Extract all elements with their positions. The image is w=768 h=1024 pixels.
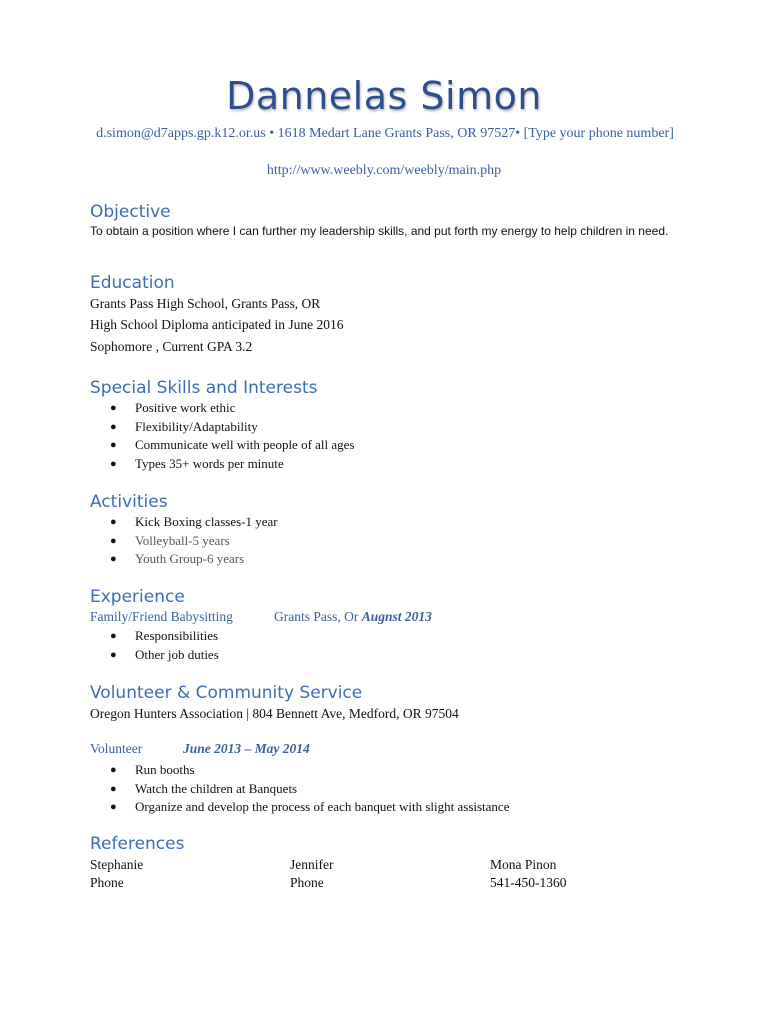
list-item: ● Watch the children at Banquets <box>108 780 509 799</box>
list-item: ● Volleyball-5 years <box>108 532 278 551</box>
education-line: High School Diploma anticipated in June 2016 <box>90 317 344 332</box>
bullet-dot-icon: ● <box>110 420 117 433</box>
volunteer-org: Oregon Hunters Association | 804 Bennett Ave, Medford, OR 97504 <box>90 706 459 721</box>
objective-text: To obtain a position where I can further my leadership skills, and put forth my energy to help children in need. <box>90 224 669 238</box>
activities-heading: Activities <box>90 492 168 512</box>
reference-name: Jennifer <box>290 857 334 872</box>
experience-date: Augnst 2013 <box>361 609 432 624</box>
reference-entry <box>90 856 143 892</box>
experience-location: Grants Pass, Or <box>274 609 362 624</box>
volunteer-list <box>108 761 509 817</box>
education-heading: Education <box>90 273 175 293</box>
education-line: Grants Pass High School, Grants Pass, OR <box>90 296 321 311</box>
bullet-dot-icon: ● <box>110 402 117 414</box>
website-link[interactable]: http://www.weebly.com/weebly/main.php <box>266 163 502 178</box>
bullet-dot-icon: ● <box>110 801 117 813</box>
experience-role: Family/Friend Babysitting <box>90 609 233 624</box>
bullet-dot-icon: ● <box>110 439 117 451</box>
bullet-dot-icon: ● <box>110 782 117 795</box>
list-item: ● Types 35+ words per minute <box>108 455 355 474</box>
experience-location-date <box>274 609 432 625</box>
volunteer-header <box>90 741 310 757</box>
experience-list <box>108 627 219 664</box>
bullet-dot-icon: ● <box>110 534 117 547</box>
contact-info: d.simon@d7apps.gp.k12.or.us • 1618 Medart Lane Grants Pass, OR 97527• [Type your phone number] <box>96 126 674 141</box>
volunteer-role: Volunteer <box>90 741 143 756</box>
volunteer-heading: Volunteer & Community Service <box>90 683 363 703</box>
reference-entry <box>490 856 567 892</box>
bullet-dot-icon: ● <box>110 764 117 776</box>
bullet-dot-icon: ● <box>110 553 117 565</box>
reference-contact: Phone <box>290 875 324 890</box>
resume-name: Dannelas Simon <box>226 74 542 118</box>
references-heading: References <box>90 834 185 854</box>
volunteer-date: June 2013 – May 2014 <box>183 741 310 756</box>
bullet-dot-icon: ● <box>110 630 117 642</box>
list-item: ● Run booths <box>108 761 509 780</box>
reference-name: Mona Pinon <box>490 857 557 872</box>
experience-heading: Experience <box>90 587 185 607</box>
experience-header <box>90 609 432 625</box>
skills-list <box>108 399 355 473</box>
reference-name: Stephanie <box>90 857 144 872</box>
bullet-dot-icon: ● <box>110 648 117 661</box>
education-line: Sophomore , Current GPA 3.2 <box>90 339 253 354</box>
list-item: ● Kick Boxing classes-1 year <box>108 513 278 532</box>
list-item: ● Flexibility/Adaptability <box>108 418 355 437</box>
list-item: ● Youth Group-6 years <box>108 550 278 569</box>
list-item: ● Positive work ethic <box>108 399 355 418</box>
activities-list <box>108 513 278 569</box>
list-item: ● Organize and develop the process of each banquet with slight assistance <box>108 798 509 817</box>
skills-heading: Special Skills and Interests <box>90 378 318 398</box>
list-item: ● Other job duties <box>108 646 219 665</box>
reference-contact: Phone <box>90 875 124 890</box>
reference-entry <box>290 856 333 892</box>
bullet-dot-icon: ● <box>110 457 117 470</box>
reference-contact: 541-450-1360 <box>490 875 567 890</box>
bullet-dot-icon: ● <box>110 516 117 528</box>
objective-heading: Objective <box>90 202 171 222</box>
list-item: ● Responsibilities <box>108 627 219 646</box>
list-item: ● Communicate well with people of all ages <box>108 436 355 455</box>
